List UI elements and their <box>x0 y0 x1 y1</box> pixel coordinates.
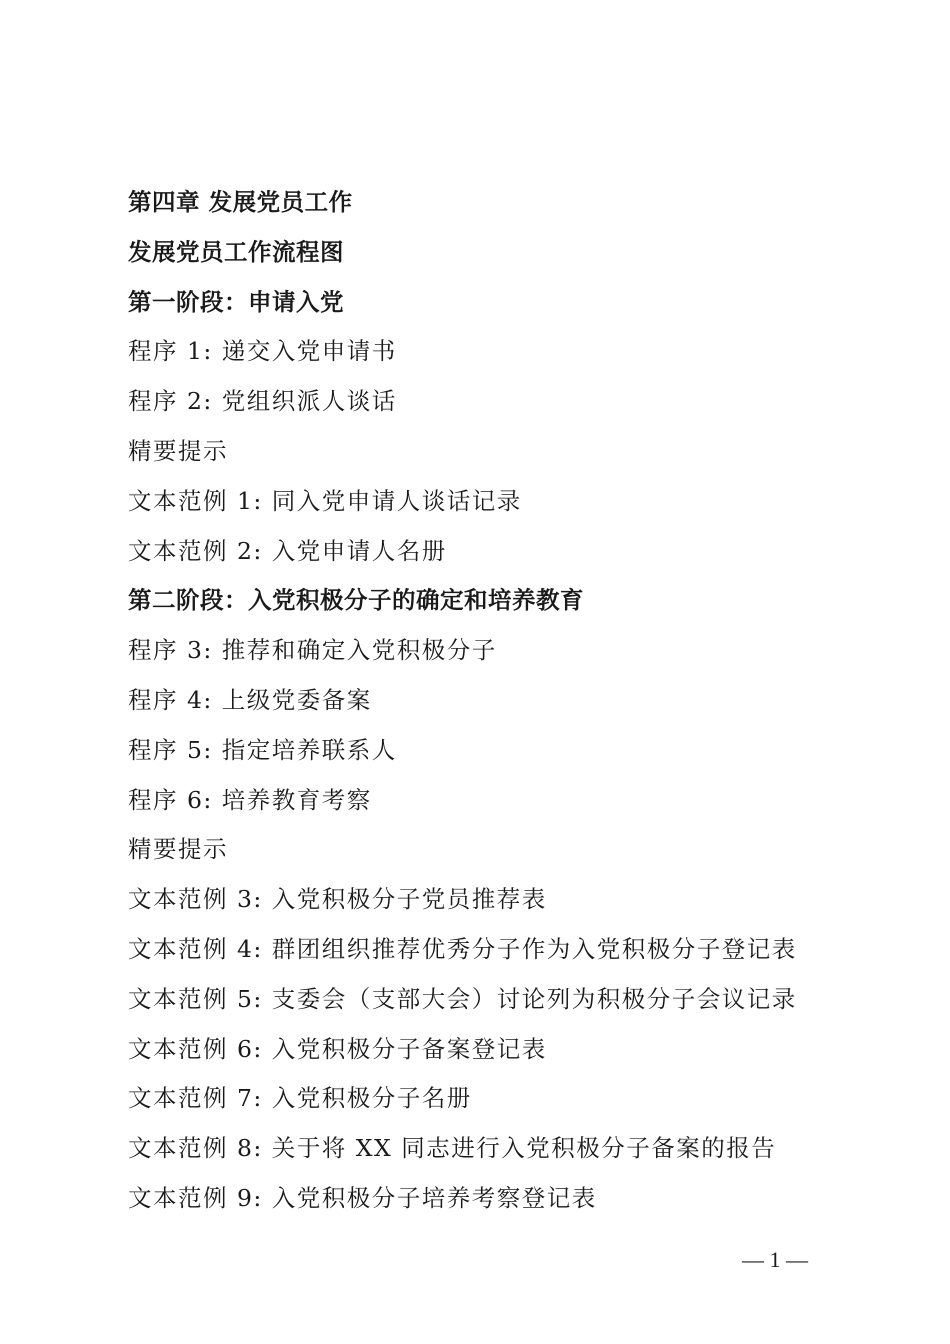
template-example-7: 文本范例 7: 入党积极分子名册 <box>128 1084 472 1113</box>
page-number: — 1 — <box>742 1247 808 1272</box>
document-body <box>128 178 888 1224</box>
key-tips-1: 精要提示 <box>128 436 228 465</box>
template-example-6: 文本范例 6: 入党积极分子备案登记表 <box>128 1034 547 1063</box>
flowchart-title: 发展党员工作流程图 <box>128 237 344 266</box>
procedure-3: 程序 3: 推荐和确定入党积极分子 <box>128 636 497 665</box>
procedure-6: 程序 6: 培养教育考察 <box>128 785 372 814</box>
template-example-8: 文本范例 8: 关于将 XX 同志进行入党积极分子备案的报告 <box>128 1134 777 1163</box>
procedure-2: 程序 2: 党组织派人谈话 <box>128 387 397 416</box>
template-example-9: 文本范例 9: 入党积极分子培养考察登记表 <box>128 1183 597 1212</box>
template-example-1: 文本范例 1: 同入党申请人谈话记录 <box>128 486 522 515</box>
stage-1-heading: 第一阶段：申请入党 <box>128 287 344 316</box>
key-tips-2: 精要提示 <box>128 835 228 864</box>
template-example-2: 文本范例 2: 入党申请人名册 <box>128 536 447 565</box>
template-example-3: 文本范例 3: 入党积极分子党员推荐表 <box>128 885 547 914</box>
procedure-4: 程序 4: 上级党委备案 <box>128 685 372 714</box>
template-example-4: 文本范例 4: 群团组织推荐优秀分子作为入党积极分子登记表 <box>128 934 797 963</box>
chapter-title: 第四章 发展党员工作 <box>128 188 353 216</box>
template-example-5: 文本范例 5: 支委会（支部大会）讨论列为积极分子会议记录 <box>128 984 797 1013</box>
procedure-5: 程序 5: 指定培养联系人 <box>128 735 397 764</box>
stage-2-heading: 第二阶段：入党积极分子的确定和培养教育 <box>128 586 584 615</box>
procedure-1: 程序 1: 递交入党申请书 <box>128 337 397 366</box>
